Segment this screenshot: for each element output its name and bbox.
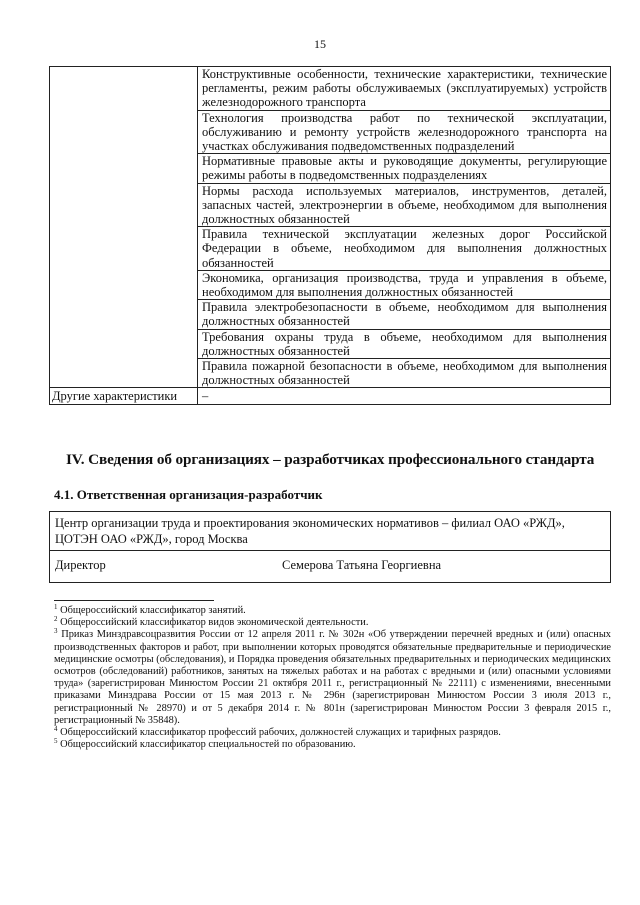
knowledge-item: Нормы расхода используемых материалов, инструментов, деталей, запасных частей, электроэнергии в объеме, необходимом для выполнения должностных обязанностей bbox=[198, 183, 611, 227]
knowledge-item: Технология производства работ по технической эксплуатации, обслуживанию и ремонту устройств железнодорожного транспорта на участках обслуживания подведомственных подразделений bbox=[198, 110, 611, 154]
footnote-text: Общероссийский классификатор занятий. bbox=[60, 605, 246, 616]
footnote bbox=[54, 739, 611, 751]
knowledge-item: Требования охраны труда в объеме, необходимом для выполнения должностных обязанностей bbox=[198, 329, 611, 358]
footnote-text: Общероссийский классификатор специальностей по образованию. bbox=[60, 739, 356, 751]
section-heading: IV. Сведения об организациях – разработчиках профессионального стандарта bbox=[66, 451, 595, 468]
footnote bbox=[54, 629, 611, 727]
organization-short-name: ЦОТЭН ОАО «РЖД», город Москва bbox=[55, 532, 248, 546]
knowledge-item: Нормативные правовые акты и руководящие документы, регулирующие режимы работы в подведомственных подразделениях bbox=[198, 154, 611, 183]
knowledge-item: Конструктивные особенности, технические характеристики, технические регламенты, режим работы обслуживаемых (эксплуатируемых) устройств железнодорожного транспорта bbox=[198, 67, 611, 111]
requirements-label-cell bbox=[50, 67, 198, 388]
footnote-text: Приказ Минздравсоцразвития России от 12 апреля 2011 г. № 302н «Об утверждении перечней вредных и (или) опасных производственных факторов и работ, при выполнении которых проводятся обязательные предварительные и периодические медицинские осмотры (обследования), и Порядка проведения обязательных предварительных и периодических медицинских осмотров (обследований) работников, занятых на тяжелых работах и на работах с вредными и (или) опасными условиями труда» (зарегистрирован Минюстом России 21 октября 2011 г., регистрационный № 22111) с изменениями, внесенными приказами Минздрава России от 15 мая 2013 г. № 296н (зарегистрирован Минюстом России 3 июля 2013 г., регистрационный № 28970) и от 5 декабря 2014 г. № 801н (зарегистрирован Минюстом России 3 февраля 2015 г., регистрационный № 35848). bbox=[54, 629, 611, 726]
knowledge-item: Правила электробезопасности в объеме, необходимом для выполнения должностных обязанностей bbox=[198, 300, 611, 329]
footnote-number: 5 bbox=[54, 737, 58, 746]
footnote bbox=[54, 727, 611, 739]
footnote-number: 3 bbox=[54, 627, 58, 636]
footnote bbox=[54, 605, 611, 617]
other-characteristics-label: Другие характеристики bbox=[50, 388, 198, 405]
footnote-number: 1 bbox=[54, 603, 58, 611]
footnote bbox=[54, 617, 611, 629]
footnote-number: 2 bbox=[54, 615, 58, 624]
subsection-heading: 4.1. Ответственная организация-разработчик bbox=[54, 487, 323, 502]
requirements-table bbox=[49, 66, 611, 405]
other-characteristics-value: – bbox=[198, 388, 611, 405]
signatory-name: Семерова Татьяна Георгиевна bbox=[282, 558, 442, 572]
page-number: 15 bbox=[314, 37, 326, 51]
signatory-position: Директор bbox=[55, 558, 106, 572]
knowledge-item: Экономика, организация производства, труда и управления в объеме, необходимом для выполнения должностных обязанностей bbox=[198, 270, 611, 299]
organization-cell bbox=[50, 512, 611, 551]
footnote-number: 4 bbox=[54, 725, 58, 734]
footnote-separator bbox=[54, 600, 214, 601]
footnotes bbox=[54, 605, 611, 751]
organization-name: Центр организации труда и проектирования экономических нормативов – филиал ОАО «РЖД», bbox=[55, 516, 565, 530]
developer-table bbox=[49, 511, 611, 583]
footnote-text: Общероссийский классификатор видов экономической деятельности. bbox=[60, 617, 369, 629]
knowledge-item: Правила технической эксплуатации железных дорог Российской Федерации в объеме, необходимом для выполнения должностных обязанностей bbox=[198, 227, 611, 271]
knowledge-item: Правила пожарной безопасности в объеме, необходимом для выполнения должностных обязанностей bbox=[198, 359, 611, 388]
footnote-text: Общероссийский классификатор профессий рабочих, должностей служащих и тарифных разрядов. bbox=[60, 727, 501, 739]
signatory-cell bbox=[50, 551, 611, 583]
